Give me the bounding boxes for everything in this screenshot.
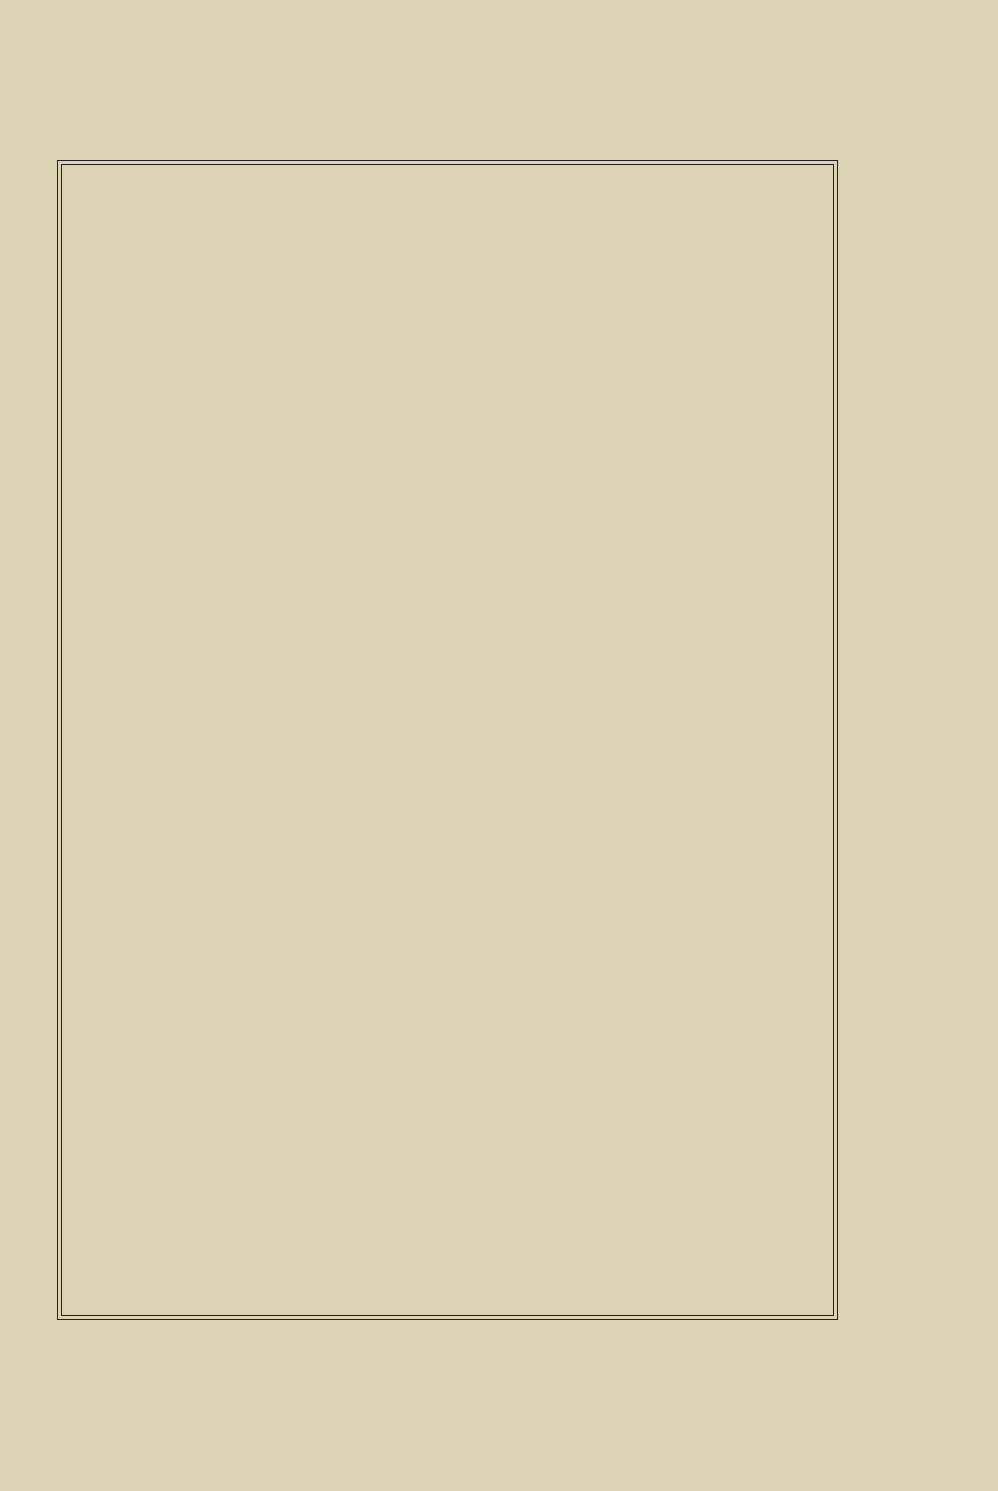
table-frame-inner xyxy=(61,164,834,1316)
